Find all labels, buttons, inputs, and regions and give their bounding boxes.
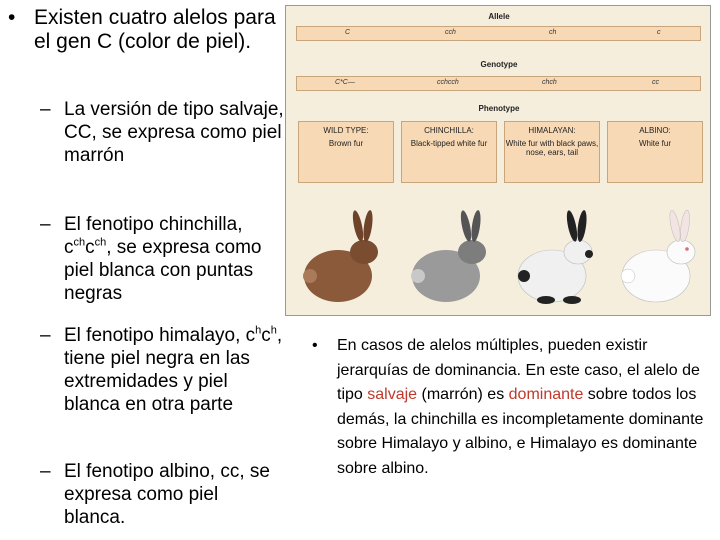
allele-0: C — [345, 29, 351, 36]
allele-2: ch — [549, 29, 557, 36]
allele-3: c — [657, 29, 661, 36]
rabbit-illustrations — [296, 204, 701, 309]
albino-rabbit-image — [621, 210, 695, 302]
genotype-2: chch — [542, 79, 557, 86]
genotype-0: C*C— — [335, 79, 355, 86]
dash: – — [40, 99, 51, 120]
dash: – — [40, 461, 51, 482]
highlight-dominante: dominante — [508, 386, 584, 403]
dash: – — [40, 325, 51, 346]
right-bullet-text: En casos de alelos múltiples, pueden existir jerarquías de dominancia. En este caso, el alelo de tipo salvaje (marrón) es dominante sobre todos los demás, la chinchilla es incompletamente dominante sobre Himalayo y albino, e Himalayo es dominante sobre albino. — [337, 337, 704, 477]
bullet-dot: • — [312, 337, 318, 354]
phenotype-wild-type: WILD TYPE: Brown fur — [298, 121, 394, 183]
wild-type-rabbit-image — [303, 210, 378, 302]
phenotype-chinchilla: CHINCHILLA: Black-tipped white fur — [401, 121, 497, 183]
highlight-salvaje: salvaje — [367, 386, 418, 403]
allele-row — [296, 26, 701, 41]
sub-bullet-text: La versión de tipo salvaje, CC, se expresa como piel marrón — [64, 99, 284, 166]
bullet-dot: • — [8, 6, 16, 29]
phenotype-albino: ALBINO: White fur — [607, 121, 703, 183]
chinchilla-rabbit-image — [411, 210, 486, 302]
dash: – — [40, 214, 51, 235]
sub-bullet-text: El fenotipo chinchilla, $c^{ch}c^{ch}$, se expresa como piel blanca con puntas negras — [64, 214, 262, 304]
genotype-header: Genotype — [480, 60, 518, 69]
genotype-row — [296, 76, 701, 91]
sub-bullet-text: El fenotipo himalayo, $c^hc^h$, tiene piel negra en las extremidades y piel blanca en otra parte — [64, 324, 283, 415]
sub-bullet-text: El fenotipo albino, cc, se expresa como piel blanca. — [64, 461, 270, 528]
genotype-3: cc — [652, 79, 659, 86]
allele-1: cch — [445, 29, 456, 36]
main-bullet-text: Existen cuatro alelos para el gen C (color de piel). — [34, 6, 276, 53]
phenotype-header: Phenotype — [478, 104, 520, 113]
phenotype-himalayan: HIMALAYAN: White fur with black paws, nose, ears, tail — [504, 121, 600, 183]
genotype-1: cchcch — [437, 79, 459, 86]
himalayan-rabbit-image — [518, 210, 593, 304]
allele-header: Allele — [488, 12, 510, 21]
allele-figure — [285, 5, 711, 316]
